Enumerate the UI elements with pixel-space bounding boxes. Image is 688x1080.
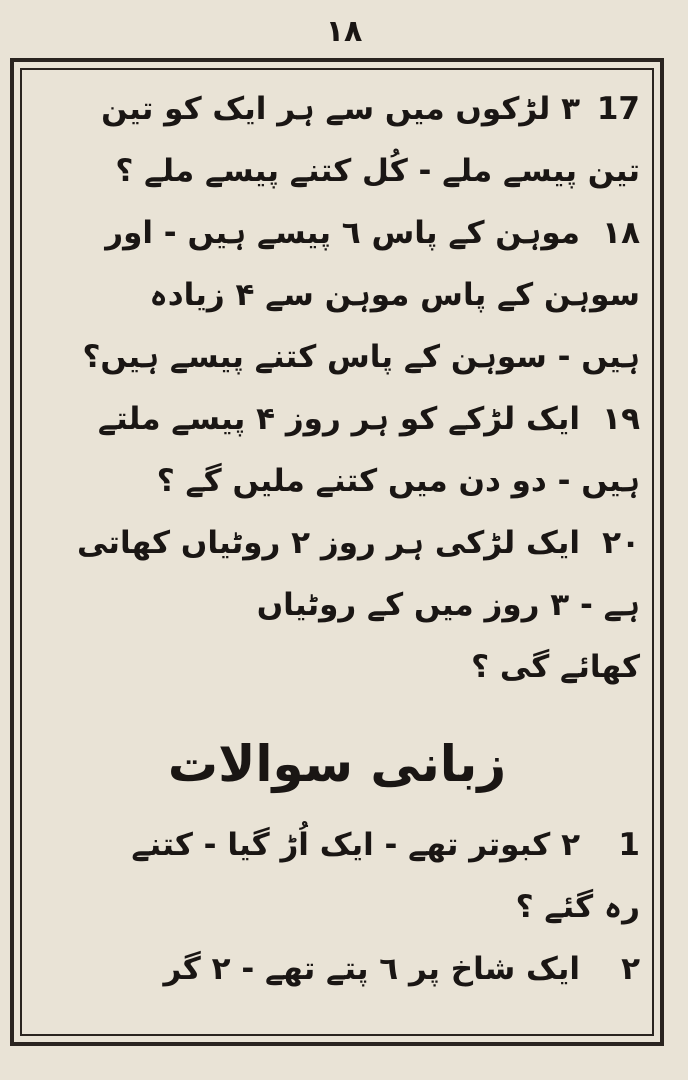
question-number: ٢٠ — [602, 525, 640, 561]
question-text-line: رہ گئے ؟ — [515, 889, 640, 925]
section-heading: زبانی سوالات — [167, 735, 507, 793]
question-number: 1 — [618, 827, 640, 863]
question-text-line: ایک لڑکی ہر روز ٢ روٹیاں کھاتی — [76, 525, 580, 561]
question-number: ٢ — [621, 951, 640, 987]
question-19 — [34, 388, 640, 512]
oral-question-2 — [34, 938, 640, 1000]
question-20 — [34, 512, 640, 698]
question-18 — [34, 202, 640, 388]
question-text-line: تین پیسے ملے - کُل کتنے پیسے ملے ؟ — [115, 153, 640, 189]
question-text-line: ہیں - سوہن کے پاس کتنے پیسے ہیں؟ — [82, 339, 640, 375]
question-number: ١٩ — [602, 401, 640, 437]
question-text-line: ہے - ۳ روز میں کے روٹیاں — [256, 587, 640, 623]
question-text-line: کھائے گی ؟ — [471, 649, 640, 685]
question-text-line: سوہن کے پاس موہن سے ۴ زیادہ — [149, 277, 640, 313]
page-content — [34, 78, 640, 1028]
question-number: 17 — [596, 91, 640, 127]
question-text-line: ایک لڑکے کو ہر روز ۴ پیسے ملتے — [97, 401, 580, 437]
question-text-line: ہیں - دو دن میں کتنے ملیں گے ؟ — [156, 463, 640, 499]
question-number: ١٨ — [602, 215, 640, 251]
question-text-line: ٢ کبوتر تھے - ایک اُڑ گیا - کتنے — [131, 827, 580, 863]
question-text-line: ۳ لڑکوں میں سے ہر ایک کو تین — [101, 91, 580, 127]
page-number: ١٨ — [325, 14, 363, 49]
question-text-line: ایک شاخ پر ٦ پتے تھے - ٢ گر — [163, 951, 580, 987]
question-17 — [34, 78, 640, 202]
oral-question-1 — [34, 814, 640, 938]
question-text-line: موہن کے پاس ٦ پیسے ہیں - اور — [105, 215, 580, 251]
